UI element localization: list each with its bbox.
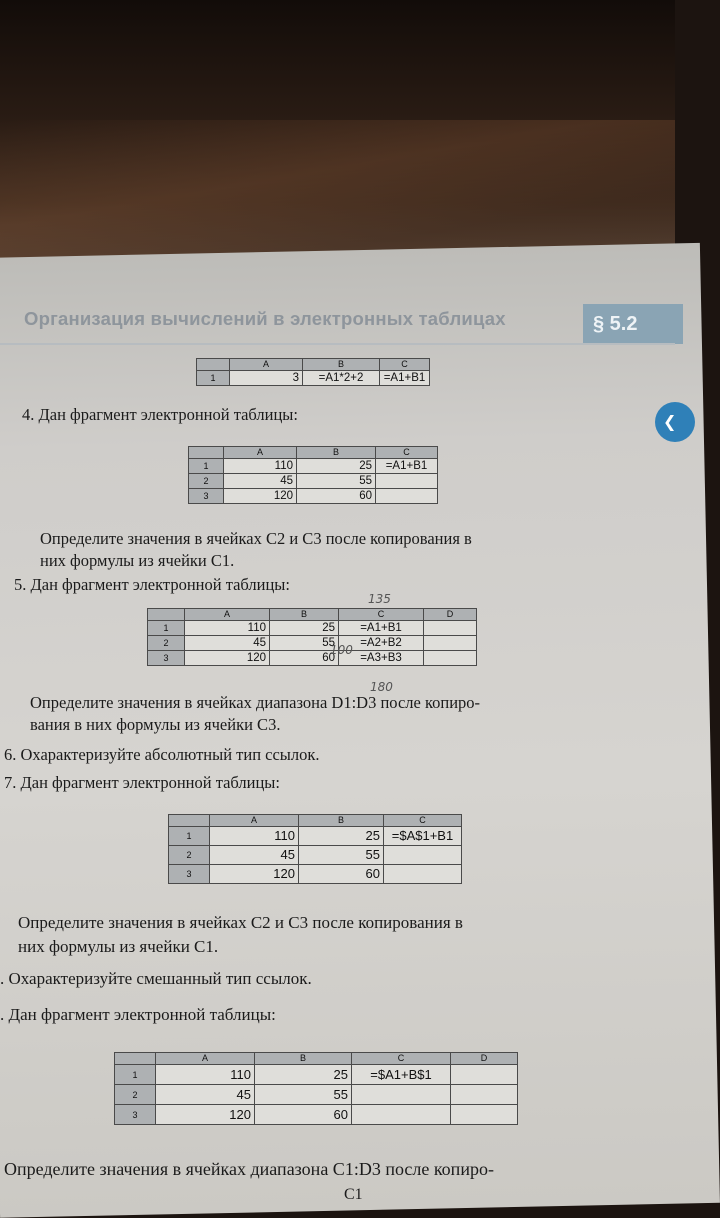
corner-cell	[197, 359, 230, 371]
column-header: B	[270, 609, 339, 621]
table-cell: =A1+B1	[376, 459, 438, 474]
column-header: B	[303, 359, 380, 371]
task-8-text: . Охарактеризуйте смешанный тип ссылок.	[0, 969, 312, 988]
row-header: 2	[115, 1085, 156, 1105]
column-header: C	[376, 447, 438, 459]
task-4-intro: 4. Дан фрагмент электронной таблицы:	[22, 405, 298, 424]
table-cell: 45	[210, 846, 299, 865]
table-cell: 45	[224, 474, 297, 489]
spreadsheet-fragment-top	[196, 358, 430, 386]
task-6-text: 6. Охарактеризуйте абсолютный тип ссылок.	[4, 745, 320, 764]
table-cell	[376, 489, 438, 504]
table-cell: 55	[255, 1085, 352, 1105]
corner-cell	[189, 447, 224, 459]
task-7-question-line-1: Определите значения в ячейках С2 и С3 после копирования в	[18, 913, 463, 932]
table-cell	[424, 651, 477, 666]
table-cell: 25	[297, 459, 376, 474]
table-cell: 25	[270, 621, 339, 636]
table-cell: 45	[185, 636, 270, 651]
task-9-intro: . Дан фрагмент электронной таблицы:	[0, 1005, 276, 1024]
column-header: B	[299, 815, 384, 827]
table-cell: 60	[299, 865, 384, 884]
row-header: 1	[169, 827, 210, 846]
table-cell: 25	[255, 1065, 352, 1085]
column-header: C	[352, 1053, 451, 1065]
table-cell	[352, 1105, 451, 1125]
table-cell: 45	[156, 1085, 255, 1105]
table-cell: =A1+B1	[339, 621, 424, 636]
row-header: 1	[148, 621, 185, 636]
section-badge: § 5.2	[583, 304, 683, 344]
column-header: C	[384, 815, 462, 827]
column-header: B	[297, 447, 376, 459]
spreadsheet-fragment-task-5	[147, 608, 477, 666]
table-cell	[451, 1065, 518, 1085]
table-cell: 25	[299, 827, 384, 846]
page-header-title: Организация вычислений в электронных таблицах	[24, 308, 506, 329]
table-cell: 120	[185, 651, 270, 666]
chevron-left-icon: ❮	[663, 412, 677, 431]
table-cell: 120	[210, 865, 299, 884]
table-cell: 120	[156, 1105, 255, 1125]
table-cell	[376, 474, 438, 489]
column-header: B	[255, 1053, 352, 1065]
task-5-question-line-2: вания в них формулы из ячейки С3.	[30, 715, 281, 734]
table-cell	[384, 865, 462, 884]
row-header: 2	[189, 474, 224, 489]
column-header: A	[210, 815, 299, 827]
side-tab-marker	[655, 402, 695, 442]
row-header: 3	[115, 1105, 156, 1125]
table-cell: 120	[224, 489, 297, 504]
table-cell: =A2+B2	[339, 636, 424, 651]
table-cell: 110	[185, 621, 270, 636]
column-header: A	[156, 1053, 255, 1065]
table-cell: 60	[270, 651, 339, 666]
table-cell: 55	[299, 846, 384, 865]
row-header: 3	[148, 651, 185, 666]
column-header: A	[185, 609, 270, 621]
header-divider	[0, 343, 675, 345]
table-cell: 3	[230, 371, 303, 386]
spreadsheet-fragment-task-4	[188, 446, 438, 504]
table-cell	[384, 846, 462, 865]
table-cell	[451, 1105, 518, 1125]
table-cell: 110	[210, 827, 299, 846]
column-header: A	[224, 447, 297, 459]
column-header: D	[424, 609, 477, 621]
task-4-question-line-1: Определите значения в ячейках С2 и С3 после копирования в	[40, 529, 472, 548]
table-cell: 60	[255, 1105, 352, 1125]
table-cell: 55	[297, 474, 376, 489]
spreadsheet-fragment-task-9	[114, 1052, 518, 1125]
row-header: 1	[115, 1065, 156, 1085]
table-cell	[424, 621, 477, 636]
task-5-question-line-1: Определите значения в ячейках диапазона D1:D3 после копиро-	[30, 693, 481, 712]
handwritten-note: 135	[368, 592, 391, 606]
corner-cell	[169, 815, 210, 827]
corner-cell	[115, 1053, 156, 1065]
table-cell: 110	[224, 459, 297, 474]
table-cell	[352, 1085, 451, 1105]
row-header: 2	[148, 636, 185, 651]
task-5-intro: 5. Дан фрагмент электронной таблицы:	[14, 575, 290, 594]
task-7-question-line-2: них формулы из ячейки С1.	[18, 937, 219, 956]
column-header: C	[380, 359, 430, 371]
row-header: 1	[197, 371, 230, 386]
table-cell: =A1*2+2	[303, 371, 380, 386]
column-header: D	[451, 1053, 518, 1065]
row-header: 2	[169, 846, 210, 865]
table-cell	[451, 1085, 518, 1105]
handwritten-note: 100	[330, 643, 353, 657]
table-cell: =$A$1+B1	[384, 827, 462, 846]
table-cell	[424, 636, 477, 651]
task-9-question-line-2: С1	[344, 1186, 363, 1203]
table-cell: =A3+B3	[339, 651, 424, 666]
table-cell: 60	[297, 489, 376, 504]
row-header: 3	[189, 489, 224, 504]
task-9-question-line-1: Определите значения в ячейках диапазона С1:D3 после копиро-	[4, 1159, 494, 1179]
task-7-intro: 7. Дан фрагмент электронной таблицы:	[4, 773, 280, 792]
task-4-question-line-2: них формулы из ячейки С1.	[40, 551, 235, 570]
spreadsheet-fragment-task-7	[168, 814, 462, 884]
table-cell: =A1+B1	[380, 371, 430, 386]
table-cell: 55	[270, 636, 339, 651]
row-header: 3	[169, 865, 210, 884]
table-cell: 110	[156, 1065, 255, 1085]
column-header: C	[339, 609, 424, 621]
corner-cell	[148, 609, 185, 621]
column-header: A	[230, 359, 303, 371]
table-cell: =$A1+B$1	[352, 1065, 451, 1085]
row-header: 1	[189, 459, 224, 474]
handwritten-note: 180	[370, 680, 393, 694]
